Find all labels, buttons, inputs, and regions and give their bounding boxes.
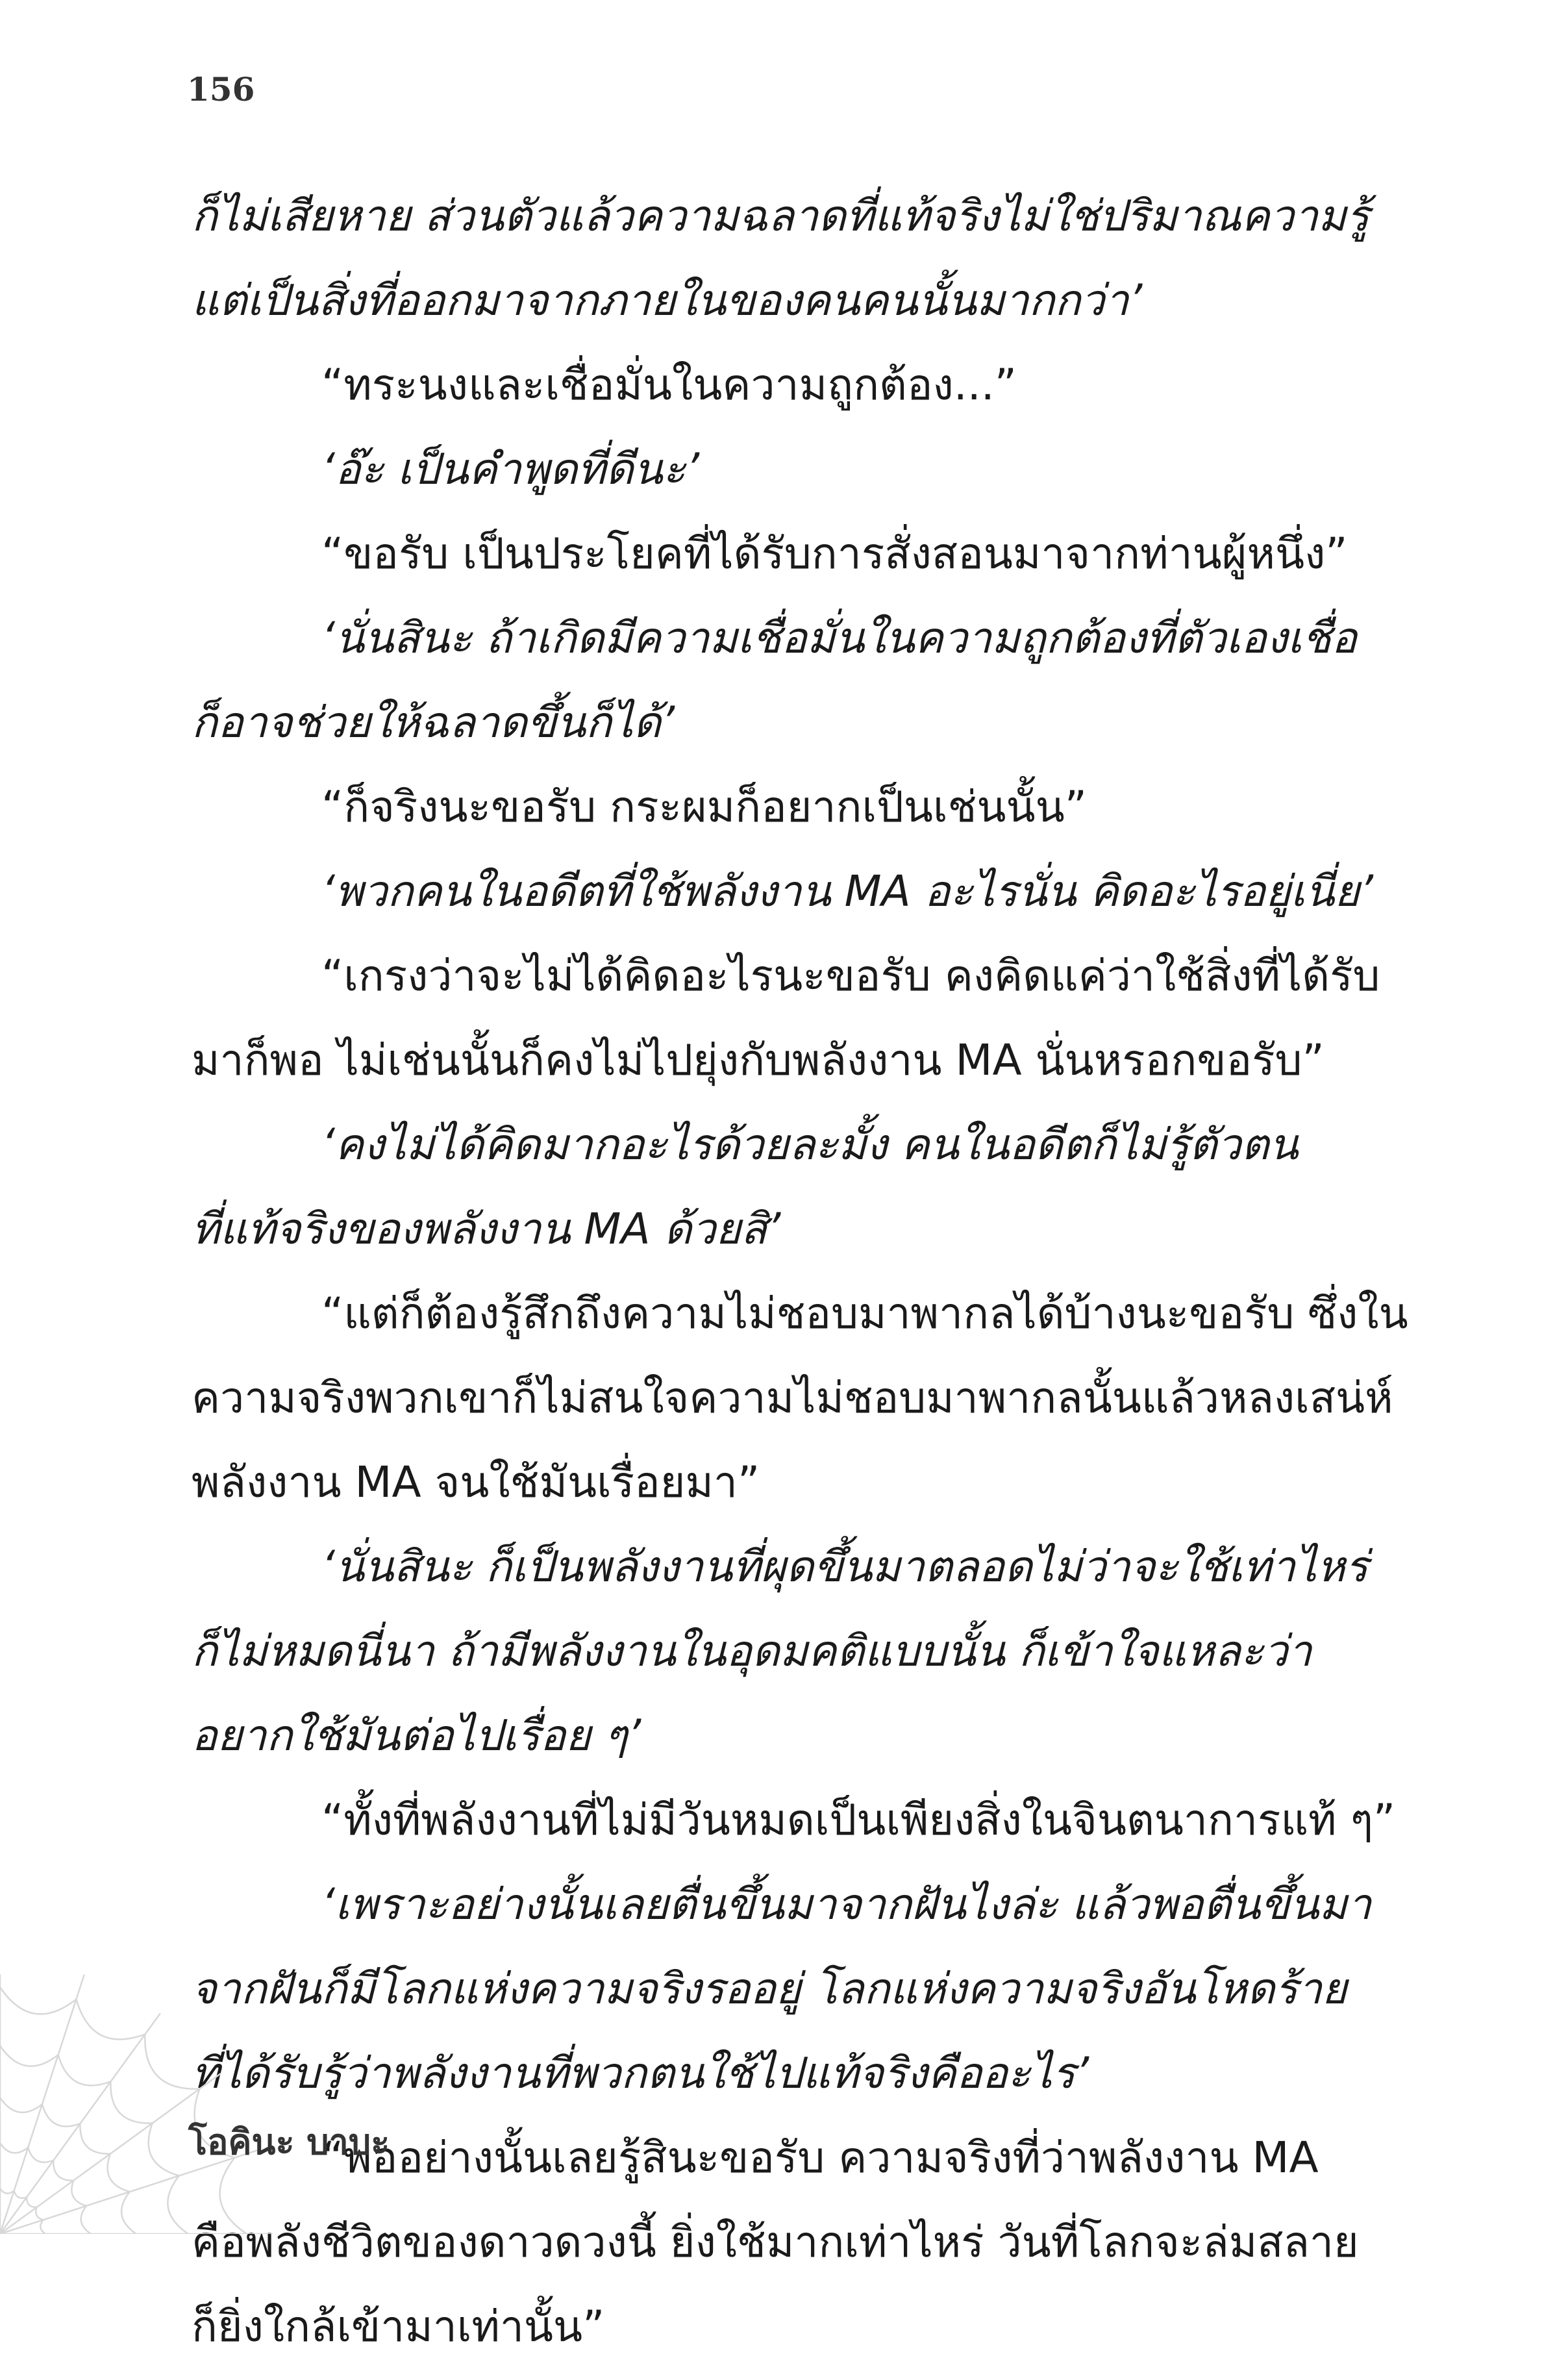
text-line: คือพลังชีวิตของดาวดวงนี้ ยิ่งใช้มากเท่าไหร่ วันที่โลกจะล่มสลาย <box>192 2217 1359 2267</box>
text-line: ก็ยิ่งใกล้เข้ามาเท่านั้น” <box>192 2301 605 2351</box>
page-number: 156 <box>187 70 255 108</box>
text-line: ‘อ๊ะ เป็นคำพูดที่ดีนะ’ <box>321 444 700 494</box>
text-line: “ทั้งที่พลังงานที่ไม่มีวันหมดเป็นเพียงสิ่งในจินตนาการแท้ ๆ” <box>321 1795 1396 1845</box>
text-line: แต่เป็นสิ่งที่ออกมาจากภายในของคนคนนั้นมากกว่า’ <box>192 275 1143 325</box>
text-line: ‘นั่นสินะ ก็เป็นพลังงานที่ผุดขึ้นมาตลอดไม่ว่าจะใช้เท่าไหร่ <box>321 1542 1369 1592</box>
text-line: จากฝันก็มีโลกแห่งความจริงรออยู่ โลกแห่งความจริงอันโหดร้าย <box>192 1964 1347 2014</box>
text-line: “เกรงว่าจะไม่ได้คิดอะไรนะขอรับ คงคิดแค่ว่าใช้สิ่งที่ได้รับ <box>321 951 1380 1001</box>
text-line: มาก็พอ ไม่เช่นนั้นก็คงไม่ไปยุ่งกับพลังงาน MA นั่นหรอกขอรับ” <box>192 1035 1325 1085</box>
text-line: “ทระนงและเชื่อมั่นในความถูกต้อง...” <box>321 360 1017 410</box>
text-line: “ก็จริงนะขอรับ กระผมก็อยากเป็นเช่นนั้น” <box>321 782 1087 832</box>
text-line: ก็ไม่เสียหาย ส่วนตัวแล้วความฉลาดที่แท้จริงไม่ใช่ปริมาณความรู้ <box>192 191 1369 241</box>
text-line: ‘คงไม่ได้คิดมากอะไรด้วยละมั้ง คนในอดีตก็ไม่รู้ตัวตน <box>321 1120 1299 1170</box>
text-line: ‘พวกคนในอดีตที่ใช้พลังงาน MA อะไรนั่น คิดอะไรอยู่เนี่ย’ <box>321 866 1373 916</box>
text-line: “ขอรับ เป็นประโยคที่ได้รับการสั่งสอนมาจากท่านผู้หนึ่ง” <box>321 529 1348 579</box>
cobweb-decoration <box>0 1974 273 2234</box>
text-line: พลังงาน MA จนใช้มันเรื่อยมา” <box>192 1457 760 1507</box>
text-line: “พออย่างนั้นเลยรู้สินะขอรับ ความจริงที่ว่าพลังงาน MA <box>321 2133 1319 2183</box>
text-line: ที่ได้รับรู้ว่าพลังงานที่พวกตนใช้ไปแท้จริงคืออะไร’ <box>192 2048 1089 2098</box>
text-line: “แต่ก็ต้องรู้สึกถึงความไม่ชอบมาพากลได้บ้างนะขอรับ ซึ่งใน <box>321 1288 1408 1338</box>
footer-author: โอคินะ บาบะ <box>188 2122 390 2162</box>
body-text <box>192 174 1408 2369</box>
text-line: ก็ไม่หมดนี่นา ถ้ามีพลังงานในอุดมคติแบบนั้น ก็เข้าใจแหละว่า <box>192 1626 1312 1676</box>
text-line: ‘เพราะอย่างนั้นเลยตื่นขึ้นมาจากฝันไงล่ะ แล้วพอตื่นขึ้นมา <box>321 1879 1372 1929</box>
text-line: ก็อาจช่วยให้ฉลาดขึ้นก็ได้’ <box>192 697 675 747</box>
text-line: ที่แท้จริงของพลังงาน MA ด้วยสิ’ <box>192 1204 781 1254</box>
text-line: ‘นั่นสินะ ถ้าเกิดมีความเชื่อมั่นในความถูกต้องที่ตัวเองเชื่อ <box>321 613 1357 663</box>
text-line: อยากใช้มันต่อไปเรื่อย ๆ’ <box>192 1711 641 1761</box>
text-line: ความจริงพวกเขาก็ไม่สนใจความไม่ชอบมาพากลนั้นแล้วหลงเสน่ห์ <box>192 1373 1393 1423</box>
